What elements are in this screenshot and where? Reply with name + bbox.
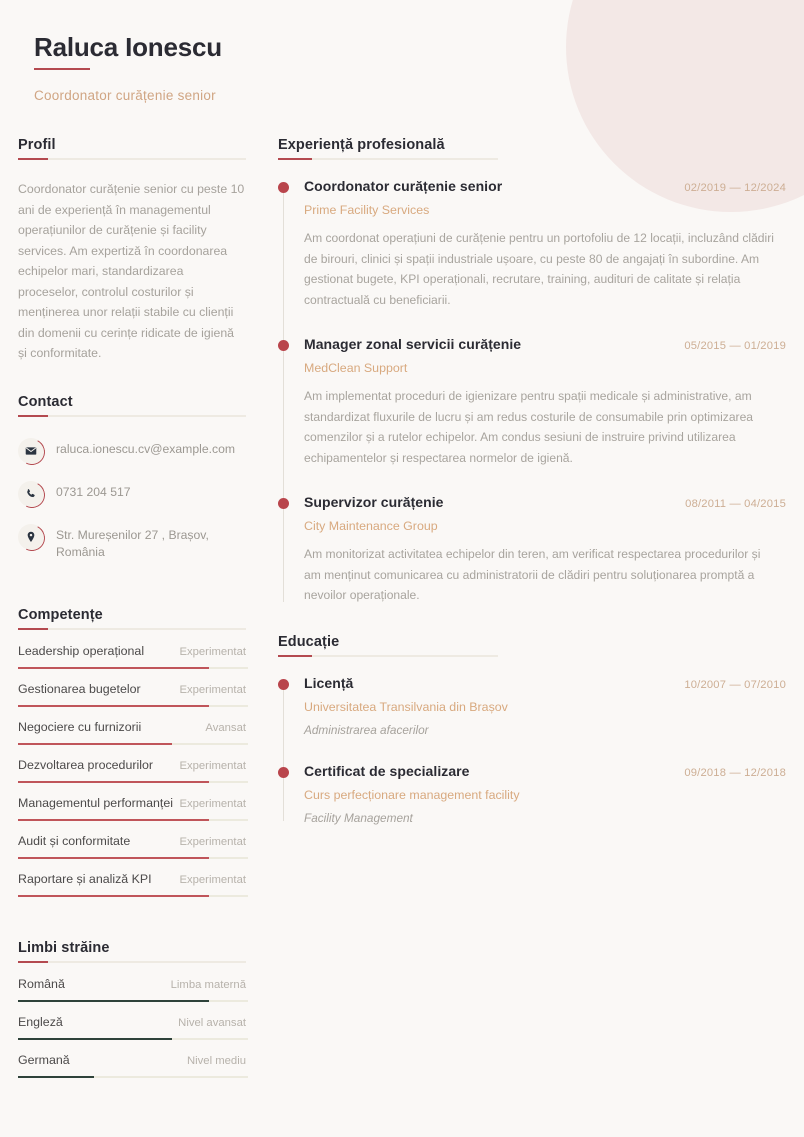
- language-fill: [18, 1076, 94, 1078]
- language-head: [18, 1053, 246, 1067]
- skill-head: [18, 758, 246, 772]
- language-item: [18, 1053, 246, 1078]
- skill-track: [18, 819, 248, 821]
- contact-item-email[interactable]: [18, 437, 246, 464]
- skill-item: [18, 720, 246, 745]
- skill-level: Experimentat: [179, 835, 246, 848]
- experience-timeline: [278, 178, 786, 606]
- section-profile: [18, 137, 246, 364]
- skill-level: Experimentat: [179, 645, 246, 658]
- timeline-item-header: [304, 675, 786, 691]
- spacer: [18, 910, 246, 940]
- spacer: [18, 577, 246, 607]
- contact-phone-value: 0731 204 517: [56, 484, 131, 499]
- language-track: [18, 1076, 248, 1078]
- experience-heading: Experiență profesională: [278, 137, 786, 162]
- education-heading: Educație: [278, 634, 786, 659]
- skill-head: [18, 644, 246, 658]
- language-item: [18, 1015, 246, 1040]
- skill-item: [18, 834, 246, 859]
- contact-address-value: Str. Mureșenilor 27 , Brașov, România: [56, 527, 209, 559]
- language-label: Germană: [18, 1052, 70, 1067]
- timeline-item-date: 08/2011 — 04/2015: [685, 498, 786, 511]
- timeline-item: [304, 494, 786, 606]
- language-fill: [18, 1000, 209, 1002]
- skill-level: Experimentat: [179, 797, 246, 810]
- education-degree: Certificat de specializare: [304, 762, 470, 779]
- main-column: [260, 137, 804, 825]
- education-field-of-study: Administrarea afacerilor: [304, 722, 429, 737]
- education-degree: Licență: [304, 674, 354, 691]
- skill-track: [18, 705, 248, 707]
- section-languages: [18, 940, 246, 1078]
- envelope-icon: [18, 438, 44, 464]
- experience-description: Am coordonat operațiuni de curățenie pentru un portofoliu de 12 locații, incluzând clădiri de birouri, clinici și spații industriale ușoare, cu peste 80 de angajați în subordine. Am gestionat bugete, KPI operaționali, recrutare, training, audituri de calitate și relația contractuală cu beneficiarii.: [304, 231, 774, 307]
- location-pin-icon: [18, 524, 44, 550]
- contact-item-phone[interactable]: [18, 480, 246, 507]
- skill-label: Dezvoltarea procedurilor: [18, 757, 153, 772]
- section-experience: [278, 137, 786, 606]
- timeline-item-header: [304, 494, 786, 510]
- skill-item: [18, 796, 246, 821]
- timeline-item-date: 02/2019 — 12/2024: [684, 182, 786, 195]
- experience-description: Am implementat proceduri de igienizare pentru spații medicale și administrative, am standardizat fluxurile de lucru și am redus costurile de consumabile prin optimizarea comenzilor și a rutelor echipelor. Am condus sesiuni de instruire privind utilizarea echipamentelor și respectarea normelor de igienă.: [304, 389, 754, 465]
- skills-heading: Competențe: [18, 607, 246, 632]
- timeline-item: [304, 675, 786, 737]
- skill-label: Raportare și analiză KPI: [18, 871, 152, 886]
- skill-track: [18, 743, 248, 745]
- timeline-item-header: [304, 763, 786, 779]
- skills-list: [18, 644, 246, 897]
- timeline-dot-icon: [278, 340, 289, 351]
- skill-head: [18, 720, 246, 734]
- phone-icon: [18, 481, 44, 507]
- language-track: [18, 1000, 248, 1002]
- skill-fill: [18, 895, 209, 897]
- language-label: Română: [18, 976, 65, 991]
- timeline-dot-icon: [278, 767, 289, 778]
- spacer: [18, 364, 246, 394]
- languages-list: [18, 977, 246, 1078]
- timeline-dot-icon: [278, 498, 289, 509]
- spacer: [278, 606, 786, 634]
- timeline-item-date: 05/2015 — 01/2019: [684, 340, 786, 353]
- skill-fill: [18, 857, 209, 859]
- timeline-item-header: [304, 336, 786, 352]
- skill-head: [18, 872, 246, 886]
- timeline-item: [304, 178, 786, 310]
- language-track: [18, 1038, 248, 1040]
- skill-track: [18, 781, 248, 783]
- skill-fill: [18, 743, 172, 745]
- education-school: Curs perfecționare management facility: [304, 787, 520, 802]
- skill-item: [18, 758, 246, 783]
- skill-head: [18, 796, 246, 810]
- skill-head: [18, 834, 246, 848]
- skill-item: [18, 644, 246, 669]
- language-level: Nivel mediu: [186, 1054, 246, 1067]
- skill-track: [18, 895, 248, 897]
- sidebar-column: [0, 137, 260, 1091]
- candidate-job-title: Coordonator curățenie senior: [34, 88, 216, 104]
- experience-role: Coordonator curățenie senior: [304, 178, 503, 195]
- candidate-name: Raluca Ionescu: [34, 32, 222, 70]
- section-contact: [18, 394, 246, 561]
- contact-heading: Contact: [18, 394, 246, 419]
- skill-label: Leadership operațional: [18, 643, 145, 658]
- skill-label: Negociere cu furnizorii: [18, 719, 142, 734]
- skill-label: Gestionarea bugetelor: [18, 681, 141, 696]
- timeline-item: [304, 336, 786, 468]
- skill-level: Experimentat: [179, 759, 246, 772]
- timeline-dot-icon: [278, 679, 289, 690]
- language-item: [18, 977, 246, 1002]
- experience-company: MedClean Support: [304, 361, 408, 376]
- timeline-item-date: 10/2007 — 07/2010: [684, 678, 786, 691]
- timeline-item-date: 09/2018 — 12/2018: [684, 766, 786, 779]
- skill-head: [18, 682, 246, 696]
- experience-role: Manager zonal servicii curățenie: [304, 336, 522, 353]
- timeline-item: [304, 763, 786, 825]
- profile-heading: Profil: [18, 137, 246, 162]
- profile-text: Coordonator curățenie senior cu peste 10 ani de experiență în managementul operațiunilor de curățenie și facility services. Am expertiză în coordonarea echipelor mari, standardizarea proceselor, controlul costurilor și menținerea unor relații stabile cu clienții din domenii cu cerințe ridicate de igienă și conformitate.: [18, 182, 245, 361]
- language-fill: [18, 1038, 172, 1040]
- experience-company: Prime Facility Services: [304, 203, 430, 218]
- timeline-dot-icon: [278, 182, 289, 193]
- skill-item: [18, 682, 246, 707]
- contact-email-value: raluca.ionescu.cv@example.com: [56, 441, 236, 456]
- contact-item-address[interactable]: [18, 523, 246, 561]
- contact-list: [18, 437, 246, 561]
- languages-heading: Limbi străine: [18, 940, 246, 965]
- education-timeline: [278, 675, 786, 825]
- education-field-of-study: Facility Management: [304, 810, 413, 825]
- skill-level: Experimentat: [179, 683, 246, 696]
- timeline-item-header: [304, 178, 786, 194]
- experience-role: Supervizor curățenie: [304, 494, 444, 511]
- skill-level: Avansat: [205, 721, 246, 734]
- skill-item: [18, 872, 246, 897]
- section-skills: [18, 607, 246, 897]
- language-head: [18, 977, 246, 991]
- experience-company: City Maintenance Group: [304, 519, 438, 534]
- skill-label: Managementul performanței: [18, 795, 173, 810]
- resume-header: [0, 0, 804, 103]
- resume-body: [0, 137, 804, 1091]
- skill-track: [18, 667, 248, 669]
- skill-level: Experimentat: [179, 873, 246, 886]
- skill-fill: [18, 705, 209, 707]
- language-level: Nivel avansat: [178, 1016, 246, 1029]
- language-level: Limba maternă: [170, 978, 246, 991]
- skill-fill: [18, 667, 209, 669]
- skill-label: Audit și conformitate: [18, 833, 131, 848]
- skill-fill: [18, 781, 209, 783]
- section-education: [278, 634, 786, 825]
- language-label: Engleză: [18, 1014, 63, 1029]
- language-head: [18, 1015, 246, 1029]
- skill-track: [18, 857, 248, 859]
- skill-fill: [18, 819, 209, 821]
- experience-description: Am monitorizat activitatea echipelor din teren, am verificat respectarea procedurilor și am menținut comunicarea cu administratorii de clădiri pentru soluționarea promptă a nevoilor operaționale.: [304, 547, 761, 603]
- education-school: Universitatea Transilvania din Brașov: [304, 699, 508, 714]
